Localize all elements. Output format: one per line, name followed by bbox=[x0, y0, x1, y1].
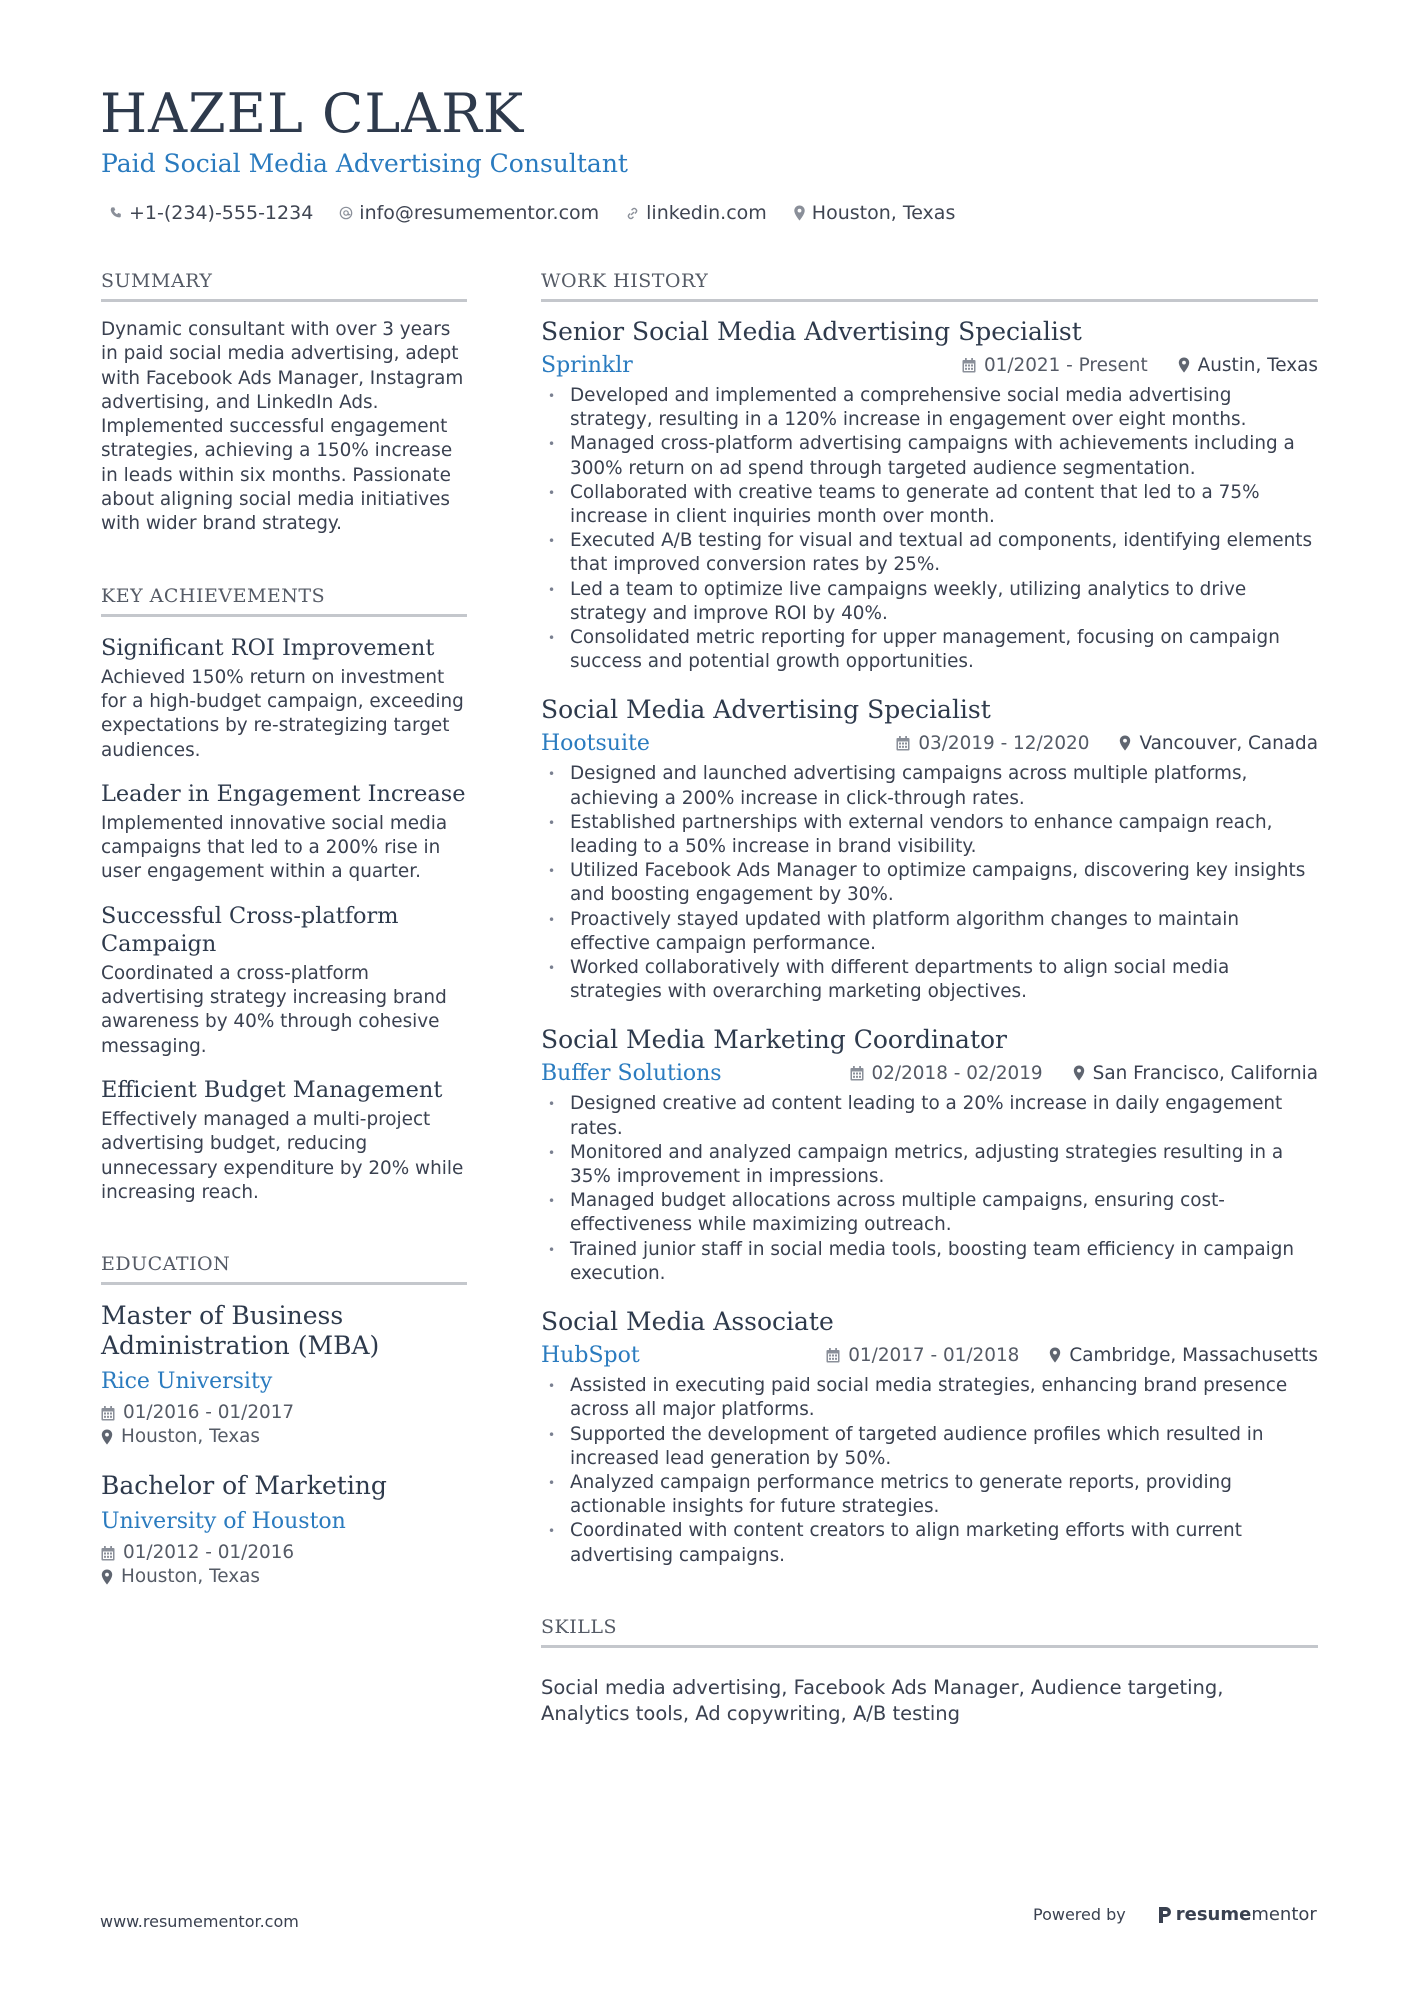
contact-location bbox=[793, 202, 956, 224]
link-icon bbox=[625, 206, 640, 221]
contact-email[interactable] bbox=[339, 202, 599, 224]
location-pin-icon bbox=[1049, 1347, 1061, 1363]
job-bullet: • Worked collaboratively with different departments to align social media strategies with overarching marketing objectives. bbox=[541, 956, 1318, 1004]
job-bullets bbox=[541, 1092, 1318, 1286]
job-bullet: • Collaborated with creative teams to generate ad content that led to a 75% increase in client inquiries month over month. bbox=[541, 481, 1318, 529]
job-bullet: • Proactively stayed updated with platform algorithm changes to maintain effective campaign performance. bbox=[541, 908, 1318, 956]
calendar-icon bbox=[850, 1066, 864, 1081]
job-bullet: • Assisted in executing paid social media strategies, enhancing brand presence across all major platforms. bbox=[541, 1374, 1318, 1422]
job-company: Sprinklr bbox=[541, 352, 633, 378]
contact-location-text: Houston, Texas bbox=[811, 202, 956, 224]
job-bullet: • Managed cross-platform advertising campaigns with achievements including a 300% return on ad spend through targeted audience segmentation. bbox=[541, 432, 1318, 480]
contact-email-text: info@resumementor.com bbox=[359, 202, 600, 224]
education-location-text: Houston, Texas bbox=[121, 1566, 260, 1588]
job-company: Hootsuite bbox=[541, 730, 650, 756]
education-item bbox=[101, 1471, 467, 1589]
achievement-title: Significant ROI Improvement bbox=[101, 634, 435, 661]
education-heading: EDUCATION bbox=[101, 1251, 467, 1285]
job-location-text: Cambridge, Massachusetts bbox=[1069, 1344, 1318, 1366]
education-dates bbox=[101, 1401, 467, 1425]
job-company: Buffer Solutions bbox=[541, 1060, 722, 1086]
education-school: Rice University bbox=[101, 1369, 273, 1395]
job-bullets bbox=[541, 1374, 1318, 1568]
job-entry bbox=[541, 694, 1318, 1004]
job-dates bbox=[896, 733, 1089, 754]
job-entry bbox=[541, 1024, 1318, 1286]
calendar-icon bbox=[826, 1348, 840, 1363]
education-item bbox=[101, 1301, 467, 1449]
right-column bbox=[541, 268, 1318, 1727]
location-pin-icon bbox=[101, 1429, 113, 1445]
job-meta bbox=[896, 733, 1318, 754]
job-location-text: San Francisco, California bbox=[1092, 1062, 1318, 1084]
location-pin-icon bbox=[101, 1569, 113, 1585]
achievement-item bbox=[101, 1076, 467, 1205]
job-location bbox=[1049, 1345, 1318, 1366]
contact-phone bbox=[109, 202, 313, 224]
job-location bbox=[1178, 355, 1318, 376]
job-meta-row bbox=[541, 1058, 1318, 1088]
achievement-title: Successful Cross-platform Campaign bbox=[101, 902, 399, 957]
job-dates bbox=[962, 355, 1148, 376]
achievement-desc: Effectively managed a multi-project advertising budget, reducing unnecessary expenditure by 20% while increasing reach. bbox=[101, 1108, 464, 1203]
education-degree: Master of Business Administration (MBA) bbox=[101, 1301, 380, 1361]
job-bullet: • Utilized Facebook Ads Manager to optimize campaigns, discovering key insights and boosting engagement by 30%. bbox=[541, 859, 1318, 907]
job-dates bbox=[826, 1345, 1019, 1366]
job-title: Social Media Marketing Coordinator bbox=[541, 1025, 1007, 1055]
job-bullet: • Designed creative ad content leading to a 20% increase in daily engagement rates. bbox=[541, 1092, 1318, 1140]
calendar-icon bbox=[101, 1406, 115, 1421]
job-meta-row bbox=[541, 350, 1318, 380]
achievement-item bbox=[101, 780, 467, 885]
job-bullets bbox=[541, 762, 1318, 1004]
at-icon bbox=[339, 206, 353, 220]
job-bullet: • Managed budget allocations across multiple campaigns, ensuring cost-effectiveness while maximizing outreach. bbox=[541, 1189, 1318, 1237]
achievements-heading: KEY ACHIEVEMENTS bbox=[101, 583, 467, 617]
footer-website[interactable]: www.resumementor.com bbox=[100, 1912, 299, 1931]
location-pin-icon bbox=[793, 205, 806, 221]
job-dates bbox=[850, 1063, 1043, 1084]
job-meta bbox=[826, 1345, 1318, 1366]
achievement-item bbox=[101, 634, 467, 763]
phone-icon bbox=[109, 206, 123, 220]
brand-text-mentor: mentor bbox=[1251, 1904, 1317, 1925]
education-dates bbox=[101, 1541, 467, 1565]
education-location bbox=[101, 1565, 467, 1589]
education-dates-text: 01/2012 - 01/2016 bbox=[123, 1542, 295, 1564]
education-location bbox=[101, 1425, 467, 1449]
powered-by-label: Powered by bbox=[1033, 1905, 1126, 1924]
job-bullet: • Executed A/B testing for visual and textual ad components, identifying elements that improved conversion rates by 25%. bbox=[541, 529, 1318, 577]
job-bullet: • Monitored and analyzed campaign metrics, adjusting strategies resulting in a 35% improvement in impressions. bbox=[541, 1141, 1318, 1189]
skills-text: Social media advertising, Facebook Ads Manager, Audience targeting, Analytics tools, Ad copywriting, A/B testing bbox=[541, 1675, 1224, 1725]
job-meta-row bbox=[541, 1340, 1318, 1370]
job-bullet: • Trained junior staff in social media tools, boosting team efficiency in campaign execution. bbox=[541, 1238, 1318, 1286]
job-bullet: • Analyzed campaign performance metrics to generate reports, providing actionable insights for future strategies. bbox=[541, 1471, 1318, 1519]
job-dates-text: 02/2018 - 02/2019 bbox=[871, 1062, 1043, 1084]
footer-powered-by bbox=[1033, 1904, 1317, 1925]
contact-linkedin-text: linkedin.com bbox=[646, 202, 767, 224]
job-dates-text: 03/2019 - 12/2020 bbox=[918, 732, 1090, 754]
calendar-icon bbox=[962, 358, 976, 373]
job-meta bbox=[850, 1063, 1319, 1084]
job-location-text: Vancouver, Canada bbox=[1139, 732, 1318, 754]
summary-text: Dynamic consultant with over 3 years in paid social media advertising, adept with Facebook Ads Manager, Instagram advertising, and LinkedIn Ads. Implemented successful engagement strategies, achieving a 150% increase in leads within six months. Passionate about aligning social media initiatives with wider brand strategy. bbox=[101, 319, 464, 535]
achievement-desc: Implemented innovative social media campaigns that led to a 200% rise in user engagement within a quarter. bbox=[101, 812, 448, 883]
education-school: University of Houston bbox=[101, 1509, 346, 1535]
job-title: Social Media Advertising Specialist bbox=[541, 695, 991, 725]
job-company: HubSpot bbox=[541, 1342, 640, 1368]
calendar-icon bbox=[896, 736, 910, 751]
achievement-desc: Coordinated a cross-platform advertising strategy increasing brand awareness by 40% through cohesive messaging. bbox=[101, 962, 447, 1057]
education-dates-text: 01/2016 - 01/2017 bbox=[123, 1402, 295, 1424]
job-bullet: • Consolidated metric reporting for upper management, focusing on campaign success and potential growth opportunities. bbox=[541, 626, 1318, 674]
job-title: Senior Social Media Advertising Specialist bbox=[541, 317, 1082, 346]
job-title: Social Media Associate bbox=[541, 1307, 834, 1337]
job-location bbox=[1119, 733, 1318, 754]
job-entry bbox=[541, 1306, 1318, 1568]
job-entry bbox=[541, 316, 1318, 674]
job-bullet: • Led a team to optimize live campaigns weekly, utilizing analytics to drive strategy and improve ROI by 40%. bbox=[541, 578, 1318, 626]
job-bullet: • Supported the development of targeted audience profiles which resulted in increased lead generation by 50%. bbox=[541, 1423, 1318, 1471]
job-bullet: • Developed and implemented a comprehensive social media advertising strategy, resulting in a 120% increase in engagement over eight months. bbox=[541, 384, 1318, 432]
left-column bbox=[101, 268, 467, 1589]
work-history-heading: WORK HISTORY bbox=[541, 268, 1318, 302]
achievement-desc: Achieved 150% return on investment for a high-budget campaign, exceeding expectations by re-strategizing target audiences. bbox=[101, 666, 464, 761]
job-bullet: • Designed and launched advertising campaigns across multiple platforms, achieving a 200% increase in click-through rates. bbox=[541, 762, 1318, 810]
job-bullet: • Coordinated with content creators to align marketing efforts with current advertising campaigns. bbox=[541, 1519, 1318, 1567]
job-dates-text: 01/2021 - Present bbox=[983, 354, 1148, 376]
job-location-text: Austin, Texas bbox=[1197, 354, 1318, 376]
achievement-title: Efficient Budget Management bbox=[101, 1076, 443, 1103]
contact-bar bbox=[109, 199, 981, 227]
candidate-name: HAZEL CLARK bbox=[100, 82, 525, 145]
location-pin-icon bbox=[1073, 1065, 1085, 1081]
candidate-title: Paid Social Media Advertising Consultant bbox=[101, 149, 628, 178]
education-location-text: Houston, Texas bbox=[121, 1426, 260, 1448]
location-pin-icon bbox=[1178, 357, 1190, 373]
calendar-icon bbox=[101, 1546, 115, 1561]
resumementor-logo-icon bbox=[1158, 1906, 1172, 1924]
achievement-item bbox=[101, 902, 467, 1059]
job-bullets bbox=[541, 384, 1318, 674]
brand-text-resume: resume bbox=[1175, 1904, 1252, 1925]
job-meta bbox=[962, 355, 1318, 376]
job-bullet: • Established partnerships with external vendors to enhance campaign reach, leading to a 50% increase in brand visibility. bbox=[541, 811, 1318, 859]
contact-phone-text: +1-(234)-555-1234 bbox=[129, 202, 314, 224]
job-location bbox=[1073, 1063, 1318, 1084]
education-degree: Bachelor of Marketing bbox=[101, 1471, 387, 1501]
location-pin-icon bbox=[1119, 735, 1131, 751]
skills-heading: SKILLS bbox=[541, 1614, 1318, 1648]
summary-heading: SUMMARY bbox=[101, 268, 467, 302]
achievement-title: Leader in Engagement Increase bbox=[101, 780, 466, 807]
job-meta-row bbox=[541, 728, 1318, 758]
brand-logo[interactable] bbox=[1158, 1904, 1317, 1925]
job-dates-text: 01/2017 - 01/2018 bbox=[848, 1344, 1020, 1366]
contact-linkedin[interactable] bbox=[625, 202, 767, 224]
